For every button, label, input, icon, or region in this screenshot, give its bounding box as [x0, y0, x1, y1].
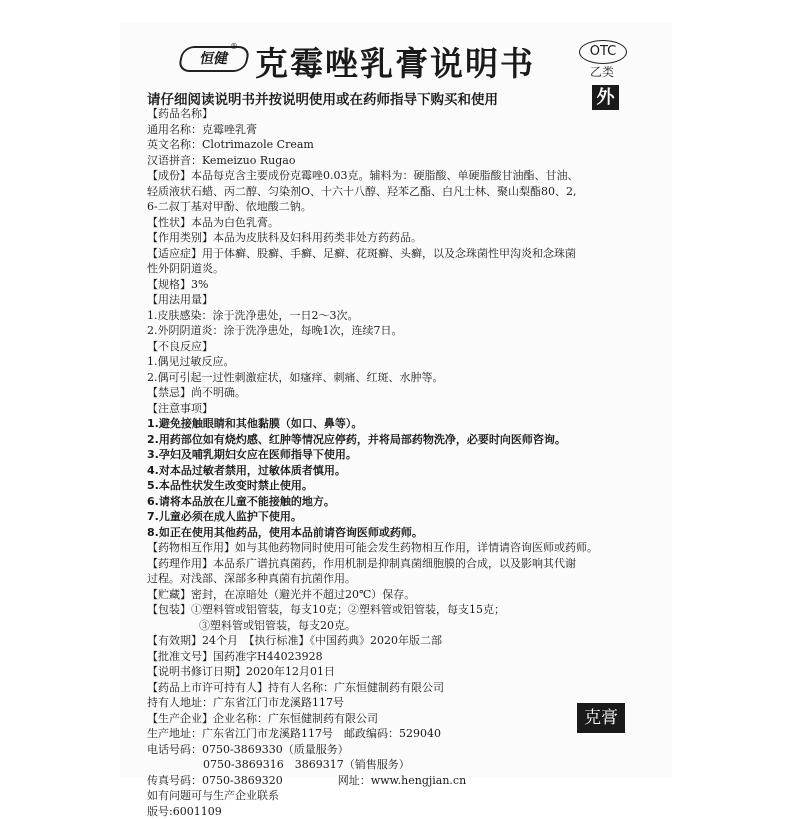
text-line: 2.用药部位如有烧灼感、红肿等情况应停药，并将局部药物洗净，必要时向医师咨询。	[147, 432, 652, 448]
text-line: 【注意事项】	[147, 401, 652, 417]
text-line: 传真号码：0750-3869320 网址：www.hengjian.cn	[147, 773, 652, 789]
text-line: 【用法用量】	[147, 292, 652, 308]
external-use-badge: 外	[592, 85, 619, 110]
text-line: 持有人地址：广东省江门市龙溪路117号	[147, 695, 652, 711]
registered-mark: ®	[230, 42, 238, 51]
text-line: 7.儿童必须在成人监护下使用。	[147, 509, 652, 525]
text-line: 【生产企业】企业名称：广东恒健制药有限公司	[147, 711, 652, 727]
text-line: 5.本品性状发生改变时禁止使用。	[147, 478, 652, 494]
otc-class-label: 乙类	[590, 63, 614, 80]
text-line: 【说明书修订日期】2020年12月01日	[147, 664, 652, 680]
text-line: 2.外阴阴道炎：涂于洗净患处，每晚1次，连续7日。	[147, 323, 652, 339]
text-line: 6-二叔丁基对甲酚、依地酸二钠。	[147, 199, 652, 215]
text-line: 【有效期】24个月 【执行标准】《中国药典》2020年版二部	[147, 633, 652, 649]
text-line: 2.偶可引起一过性刺激症状，如瘙痒、刺痛、红斑、水肿等。	[147, 370, 652, 386]
text-line: 【药理作用】本品系广谱抗真菌药，作用机制是抑制真菌细胞膜的合成，以及影响其代谢	[147, 556, 652, 572]
text-line: 3.孕妇及哺乳期妇女应在医师指导下使用。	[147, 447, 652, 463]
text-line: 如有问题可与生产企业联系	[147, 788, 652, 804]
text-line: 1.避免接触眼睛和其他黏膜（如口、鼻等）。	[147, 416, 652, 432]
text-line: 【适应症】用于体癣、股癣、手癣、足癣、花斑癣、头癣，以及念珠菌性甲沟炎和念珠菌	[147, 246, 652, 262]
text-line: 版号:6001109	[147, 804, 652, 819]
text-line: 【批准文号】国药准字H44023928	[147, 649, 652, 665]
text-line: 电话号码：0750-3869330（质量服务）	[147, 742, 652, 758]
text-line: 【规格】3%	[147, 277, 652, 293]
text-line: 8.如正在使用其他药品，使用本品前请咨询医师或药师。	[147, 525, 652, 541]
text-line: 1.皮肤感染：涂于洗净患处，一日2～3次。	[147, 308, 652, 324]
text-line: 生产地址：广东省江门市龙溪路117号 邮政编码：529040	[147, 726, 652, 742]
text-line: 【禁忌】尚不明确。	[147, 385, 652, 401]
text-line: 4.对本品过敏者禁用，过敏体质者慎用。	[147, 463, 652, 479]
text-line: 过程。对浅部、深部多种真菌有抗菌作用。	[147, 571, 652, 587]
text-line: 【包装】①塑料管或铝管装，每支10克；②塑料管或铝管装，每支15克；	[147, 602, 652, 618]
text-line: 1.偶见过敏反应。	[147, 354, 652, 370]
text-line: 【作用类别】本品为皮肤科及妇科用药类非处方药药品。	[147, 230, 652, 246]
text-line: 英文名称：Clotrimazole Cream	[147, 137, 652, 153]
text-line: 【药品名称】	[147, 106, 652, 122]
brand-logo: 恒健	[177, 46, 251, 72]
text-line: 【不良反应】	[147, 339, 652, 355]
text-line: 性外阴阴道炎。	[147, 261, 652, 277]
text-line: 【贮藏】密封，在凉暗处（避光并不超过20℃）保存。	[147, 587, 652, 603]
otc-badge: OTC	[579, 40, 627, 64]
text-line: 通用名称：克霉唑乳膏	[147, 122, 652, 138]
text-line: 汉语拼音：Kemeizuo Rugao	[147, 153, 652, 169]
text-line: 【药物相互作用】如与其他药物同时使用可能会发生药物相互作用，详情请咨询医师或药师。	[147, 540, 652, 556]
text-line: 0750-3869316 3869317（销售服务）	[147, 757, 652, 773]
text-line: 轻质液状石蜡、丙二醇、匀染剂O、十六十八醇、羟苯乙酯、白凡士林、聚山梨酯80、2,	[147, 184, 652, 200]
reading-notice: 请仔细阅读说明书并按说明使用或在药师指导下购买和使用	[147, 88, 498, 108]
text-line: ③塑料管或铝管装，每支20克。	[147, 618, 652, 634]
dosage-form-badge: 克膏	[577, 703, 625, 733]
text-line: 6.请将本品放在儿童不能接触的地方。	[147, 494, 652, 510]
text-line: 【成份】本品每克含主要成份克霉唑0.03克。辅料为：硬脂酸、单硬脂酸甘油酯、甘油、	[147, 168, 652, 184]
text-line: 【药品上市许可持有人】持有人名称：广东恒健制药有限公司	[147, 680, 652, 696]
page-title: 克霉唑乳膏说明书	[250, 44, 540, 84]
text-line: 【性状】本品为白色乳膏。	[147, 215, 652, 231]
